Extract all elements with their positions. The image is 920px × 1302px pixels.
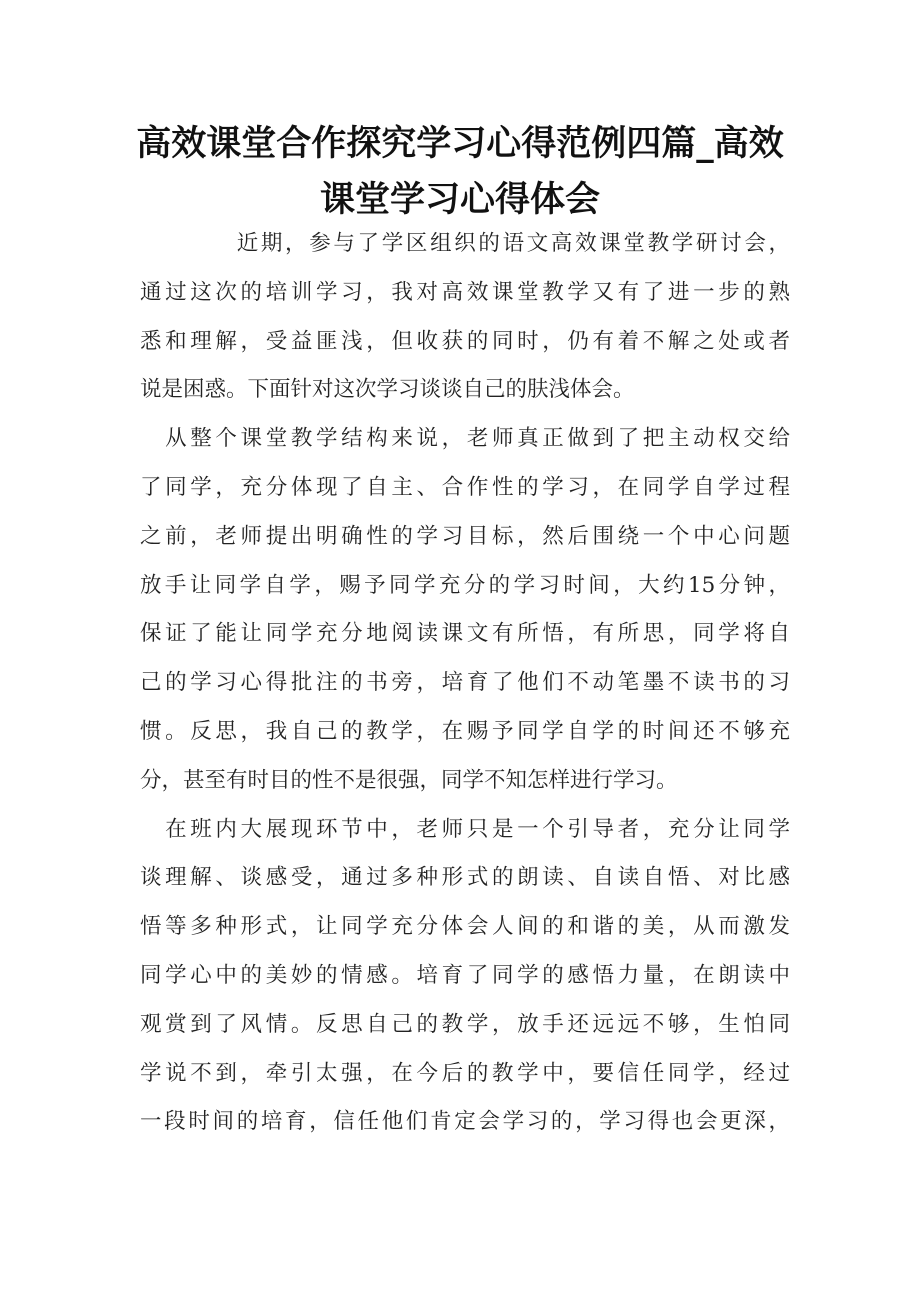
text-line: 谈理解、谈感受，通过多种形式的朗读、自读自悟、对比感 — [140, 865, 790, 891]
text-line: 通过这次的培训学习，我对高效课堂教学又有了进一步的熟 — [140, 279, 790, 305]
text-line: 了同学，充分体现了自主、合作性的学习，在同学自学过程 — [140, 474, 790, 500]
text-line: 说是困惑。下面针对这次学习谈谈自己的肤浅体会。 — [140, 377, 635, 403]
paragraph-1 — [140, 220, 790, 415]
document-body — [140, 220, 790, 1147]
text-line: 观赏到了风情。反思自己的教学，放手还远远不够，生怕同 — [140, 1011, 790, 1037]
title-line-1: 高效课堂合作探究学习心得范例四篇_高效 — [136, 124, 784, 164]
text-line: 己的学习心得批注的书旁，培育了他们不动笔墨不读书的习 — [140, 670, 790, 696]
text-line: 保证了能让同学充分地阅读课文有所悟，有所思，同学将自 — [140, 621, 790, 647]
text-line: 从整个课堂教学结构来说，老师真正做到了把主动权交给 — [140, 426, 790, 452]
title-line-2: 课堂学习心得体会 — [319, 180, 600, 220]
text-line: 近期，参与了学区组织的语文高效课堂教学研讨会， — [140, 231, 790, 256]
document-title — [120, 116, 800, 228]
text-line: 一段时间的培育，信任他们肯定会学习的，学习得也会更深， — [140, 1109, 790, 1135]
text-line: 悟等多种形式，让同学充分体会人间的和谐的美，从而激发 — [140, 914, 790, 940]
text-line: 之前，老师提出明确性的学习目标，然后围绕一个中心问题 — [140, 523, 790, 549]
text-line: 同学心中的美妙的情感。培育了同学的感悟力量，在朗读中 — [140, 962, 790, 988]
text-line: 放手让同学自学，赐予同学充分的学习时间，大约15分钟， — [140, 572, 790, 598]
text-line: 在班内大展现环节中，老师只是一个引导者，充分让同学 — [140, 816, 790, 842]
text-line: 学说不到，牵引太强，在今后的教学中，要信任同学，经过 — [140, 1060, 790, 1086]
text-line: 惯。反思，我自己的教学，在赐予同学自学的时间还不够充 — [140, 718, 790, 744]
text-line: 悉和理解，受益匪浅，但收获的同时，仍有着不解之处或者 — [140, 328, 790, 354]
paragraph-3 — [140, 806, 790, 1148]
paragraph-2 — [140, 415, 790, 805]
text-line: 分，甚至有时目的性不是很强，同学不知怎样进行学习。 — [140, 767, 678, 793]
